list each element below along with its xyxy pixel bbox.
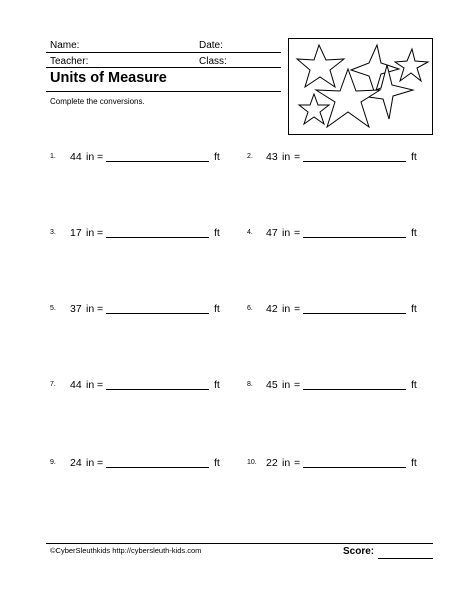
answer-blank[interactable] <box>303 237 406 238</box>
problem-value: 44 <box>70 151 82 163</box>
problem-number: 8. <box>247 381 253 388</box>
score-blank <box>378 558 433 559</box>
stars-illustration <box>289 39 433 135</box>
answer-blank[interactable] <box>303 313 406 314</box>
problem-to-unit: ft <box>214 457 220 469</box>
problem-from-unit: in <box>86 303 95 315</box>
problem-equals: = <box>294 457 301 469</box>
name-label: Name: <box>50 40 80 51</box>
problem-value: 22 <box>266 457 278 469</box>
problem-number: 2. <box>247 153 253 160</box>
problem-to-unit: ft <box>411 151 417 163</box>
page-title: Units of Measure <box>50 70 167 86</box>
class-label: Class: <box>199 56 227 67</box>
problem-value: 45 <box>266 379 278 391</box>
problem-equals: = <box>97 303 104 315</box>
problem-to-unit: ft <box>214 227 220 239</box>
problem-from-unit: in <box>282 379 291 391</box>
copyright: ©CyberSleuthkids http://cybersleuth-kids.com <box>50 546 202 555</box>
problem-value: 37 <box>70 303 82 315</box>
answer-blank[interactable] <box>303 389 406 390</box>
title-rule <box>46 91 281 92</box>
problem-equals: = <box>97 379 104 391</box>
problem-value: 47 <box>266 227 278 239</box>
problem-to-unit: ft <box>214 379 220 391</box>
problem-to-unit: ft <box>411 457 417 469</box>
problem-number: 7. <box>50 381 56 388</box>
problem-number: 10. <box>247 459 257 466</box>
problem-value: 24 <box>70 457 82 469</box>
problem-from-unit: in <box>282 227 291 239</box>
teacher-label: Teacher: <box>50 56 89 67</box>
problem-to-unit: ft <box>411 379 417 391</box>
stars-icon <box>288 38 433 135</box>
problem-value: 42 <box>266 303 278 315</box>
problem-equals: = <box>294 379 301 391</box>
problem-from-unit: in <box>86 151 95 163</box>
problem-equals: = <box>294 227 301 239</box>
problem-number: 6. <box>247 305 253 312</box>
answer-blank[interactable] <box>106 313 209 314</box>
problem-from-unit: in <box>282 457 291 469</box>
problem-from-unit: in <box>282 303 291 315</box>
problem-equals: = <box>97 227 104 239</box>
problem-number: 4. <box>247 229 253 236</box>
problem-to-unit: ft <box>411 303 417 315</box>
problem-equals: = <box>294 303 301 315</box>
problem-equals: = <box>294 151 301 163</box>
problem-from-unit: in <box>86 227 95 239</box>
answer-blank[interactable] <box>106 389 209 390</box>
problem-number: 3. <box>50 229 56 236</box>
problem-value: 43 <box>266 151 278 163</box>
answer-blank[interactable] <box>106 161 209 162</box>
problem-from-unit: in <box>86 457 95 469</box>
problem-equals: = <box>97 457 104 469</box>
problem-to-unit: ft <box>214 151 220 163</box>
answer-blank[interactable] <box>303 161 406 162</box>
score-label: Score: <box>343 546 375 557</box>
problem-from-unit: in <box>86 379 95 391</box>
answer-blank[interactable] <box>106 467 209 468</box>
problem-number: 1. <box>50 153 56 160</box>
problem-number: 5. <box>50 305 56 312</box>
teacher-rule <box>46 67 281 68</box>
answer-blank[interactable] <box>303 467 406 468</box>
footer-rule <box>46 543 433 544</box>
answer-blank[interactable] <box>106 237 209 238</box>
name-rule <box>46 52 281 53</box>
problem-to-unit: ft <box>214 303 220 315</box>
problem-value: 17 <box>70 227 82 239</box>
date-label: Date: <box>199 40 223 51</box>
problem-to-unit: ft <box>411 227 417 239</box>
instructions: Complete the conversions. <box>50 97 145 106</box>
problem-equals: = <box>97 151 104 163</box>
problem-number: 9. <box>50 459 56 466</box>
problem-value: 44 <box>70 379 82 391</box>
problem-from-unit: in <box>282 151 291 163</box>
